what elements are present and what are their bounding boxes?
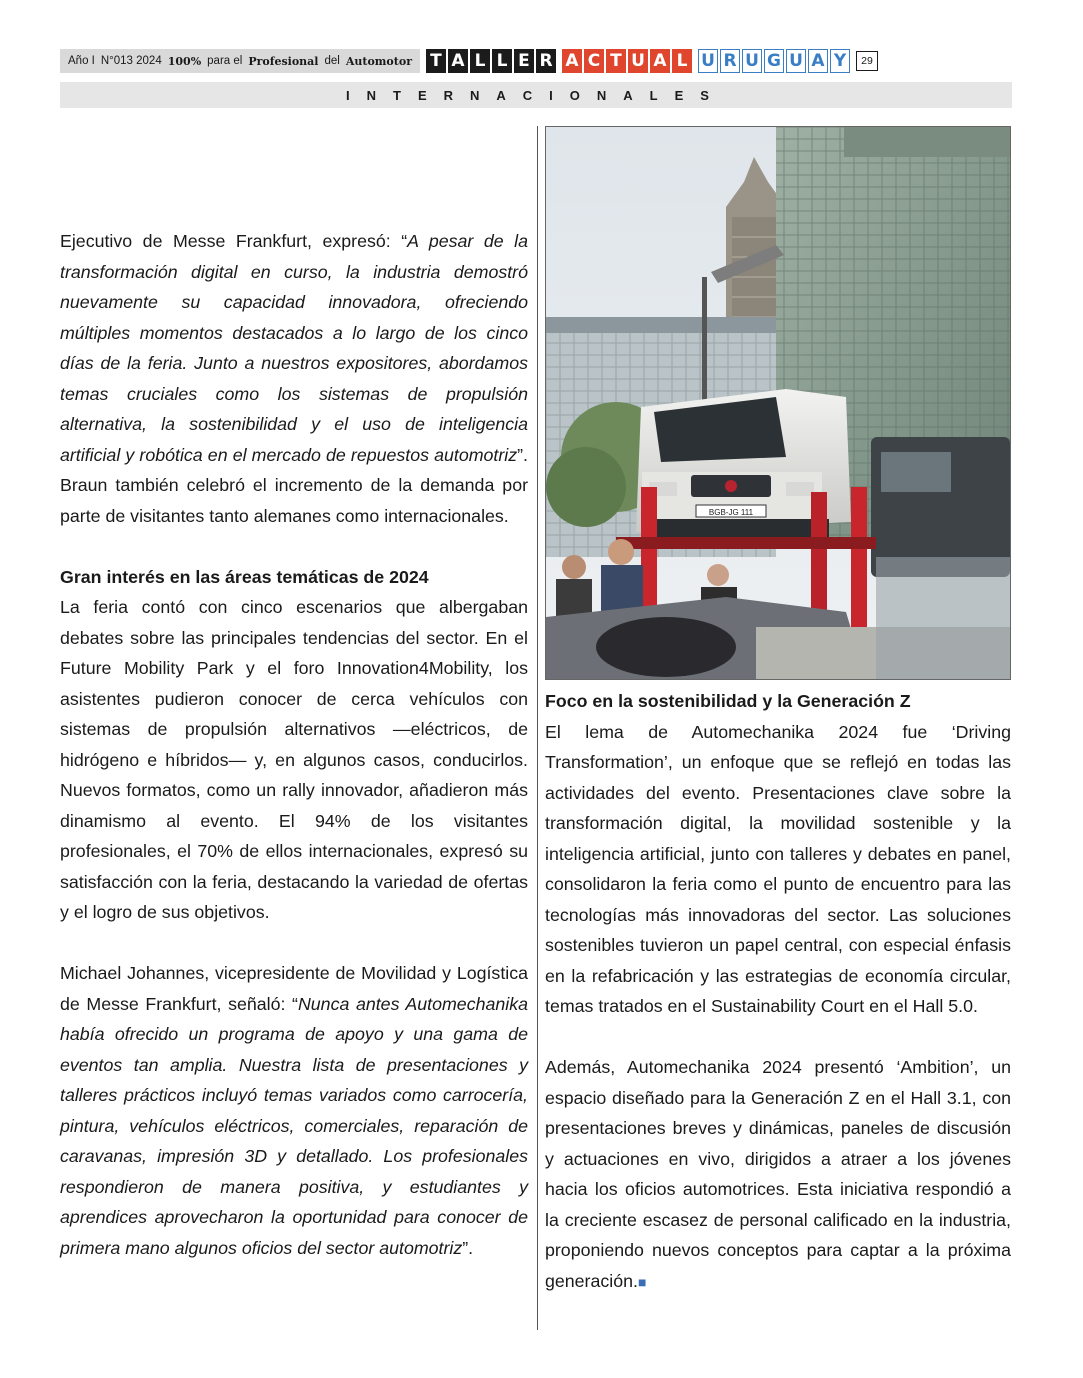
paragraph-quote-braun [60,226,528,531]
logo-letter-actual: A [650,49,670,73]
section-title: INTERNACIONALES [346,87,726,103]
paragraph-lema: El lema de Automechanika 2024 fue ‘Driving Transformation’, un enfoque que se reflejó en todas las actividades del evento. Presentaciones clave sobre la transformación digital, la movilidad sostenible y la inteligencia artificial, junto con talleres y debates en panel, consolidaron la feria como el punto de encuentro para las tecnologías más innovadoras del sector. Las soluciones sostenibles tuvieron un papel central, con especial énfasis en la refabricación y las estrategias de economía circular, temas tratados en el Sustainability Court en el Hall 5.0. [545,721,1011,1016]
p3-lead: Michael Johannes, vicepresidente de Movilidad y Logística de Messe Frankfurt, señaló: “ [60,963,528,1014]
subheading-areas: Gran interés en las áreas temáticas de 2024 [60,566,429,587]
logo-word-taller [426,49,556,73]
tagline-pct: 100% [167,54,202,68]
tagline-auto: Automotor [345,54,412,68]
subheading-sostenibilidad: Foco en la sostenibilidad y la Generación Z [545,691,911,711]
p1-tail: ”. Braun también celebró el incremento de la demanda por parte de visitantes tanto alemanes como internacionales. [60,444,528,526]
issue-info [60,49,420,73]
logo-letter-actual: L [672,49,692,73]
p3-tail: ”. [462,1237,474,1258]
right-column [545,686,1011,1297]
logo-letter-taller: E [514,49,534,73]
issue-prefix: Año I [68,55,95,67]
logo-letter-taller: T [426,49,446,73]
tagline-mid2: del [324,55,340,67]
logo-word-uruguay [698,49,850,73]
logo-letter-taller: A [448,49,468,73]
logo-letter-actual: A [562,49,582,73]
p-ambition-text: Además, Automechanika 2024 presentó ‘Ambition’, un espacio diseñado para la Generación Z en el Hall 3.1, con presentaciones breves y dinámicas, paneles de discusión y actuaciones en vivo, dirigidos a atraer a los jóvenes hacia los oficios automotrices. Esta iniciativa respondió a la creciente escasez de personal calificado en la industria, proponiendo nuevos conceptos para captar a la próxima generación. [545,1057,1011,1291]
logo-letter-uruguay: A [808,49,828,73]
logo-letter-uruguay: U [742,49,762,73]
logo-letter-taller: L [492,49,512,73]
issue-number: N°013 2024 [100,55,162,67]
logo-letter-actual: T [606,49,626,73]
logo-letter-actual: C [584,49,604,73]
logo-letter-taller: L [470,49,490,73]
event-photo [545,126,1011,680]
p3-quote: Nunca antes Automechanika había ofrecido un programa de apoyo y una gama de eventos tan amplia. Nuestra lista de presentaciones y talleres prácticos incluyó temas variados como carrocería, pintura, vehículos eléctricos, comerciales, reparación de caravanas, impresión 3D y detallado. Los profesionales respondieron de manera positiva, y estudiantes y aprendices aprovecharon la oportunidad para conocer de primera mano algunos oficios del sector automotriz [60,993,528,1258]
p1-lead: Ejecutivo de Messe Frankfurt, expresó: “ [60,231,408,251]
section-bar [60,82,1012,108]
paragraph-quote-johannes [60,958,528,1263]
logo-letter-uruguay: U [698,49,718,73]
tagline-mid1: para el [207,55,243,67]
end-mark-icon: ■ [637,1273,647,1290]
logo-letter-uruguay: Y [830,49,850,73]
logo-letter-taller: R [536,49,556,73]
logo-word-actual [562,49,692,73]
logo-letter-uruguay: U [786,49,806,73]
plate-text: BGB-JG 111 [708,508,754,517]
paragraph-feria: La feria contó con cinco escenarios que albergaban debates sobre las principales tendencias del sector. En el Future Mobility Park y el foro Innovation4Mobility, los asistentes pudieron conocer de cerca vehículos con sistemas de propulsión alternativos —eléctricos, de hidrógeno e híbridos— y, en algunos casos, conducirlos. Nuevos formatos, como un rally innovador, añadieron más dinamismo al evento. El 94% de los visitantes profesionales, el 70% de ellos internacionales, expresó su satisfacción con la feria, destacando la variedad de ofertas y el logro de sus objetivos. [60,597,528,922]
masthead [60,47,1012,75]
tagline-pro: Profesional [248,54,319,68]
paragraph-ambition [545,1052,1011,1297]
column-divider [537,126,538,1330]
left-column [60,226,528,1263]
magazine-logo [426,49,854,73]
p1-quote: A pesar de la transformación digital en curso, la industria demostró nuevamente su capacidad innovadora, ofreciendo múltiples momentos destacados a lo largo de los cinco días de la feria. Junto a nuestros expositores, abordamos temas cruciales como los sistemas de propulsión alternativa, la sostenibilidad y el uso de inteligencia artificial y robótica en el mercado de repuestos automotriz [60,231,528,465]
page-number: 29 [856,51,878,71]
logo-letter-uruguay: G [764,49,784,73]
logo-letter-actual: U [628,49,648,73]
logo-letter-uruguay: R [720,49,740,73]
